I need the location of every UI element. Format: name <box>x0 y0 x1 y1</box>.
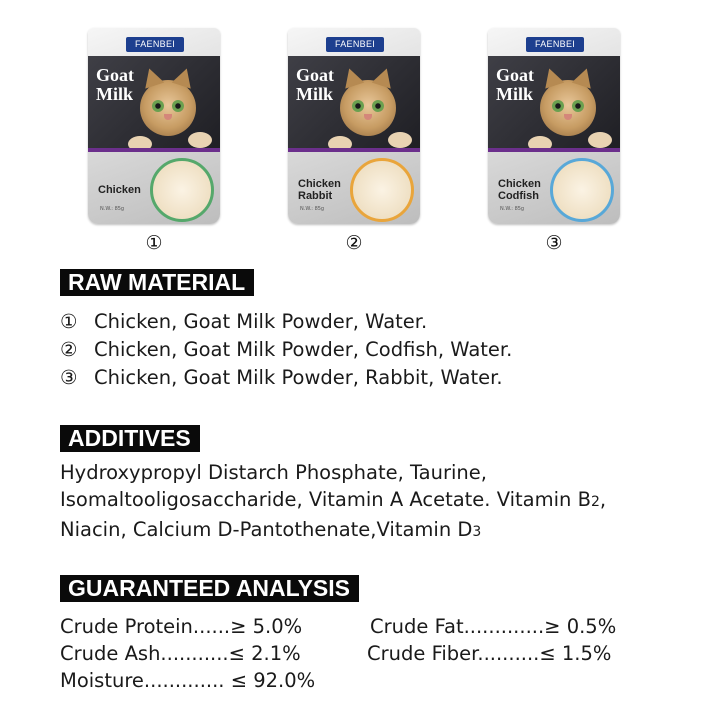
product-pouch <box>288 28 420 224</box>
brand-logo: FAENBEI <box>526 37 584 52</box>
raw-material-list <box>60 308 512 392</box>
item-number: ③ <box>60 366 78 389</box>
analysis-value: Moisture............. ≤ 92.0% <box>60 669 316 692</box>
additives-line: Isomaltooligosaccharide, Vitamin A Acetate. Vitamin B2, <box>60 488 607 511</box>
product-name: Goat Milk <box>96 65 134 104</box>
product-number: ③ <box>545 232 563 254</box>
additives-line: Hydroxypropyl Distarch Phosphate, Taurine, <box>60 461 487 484</box>
product-number: ① <box>145 232 163 254</box>
product-images <box>0 0 720 262</box>
flavor-label: Chicken <box>98 184 141 196</box>
analysis-value: Crude Protein......≥ 5.0% <box>60 615 303 638</box>
flavor-label: Chicken Codfish <box>498 178 541 202</box>
net-weight: N.W.: 85g <box>500 206 525 212</box>
list-item <box>60 336 512 364</box>
analysis-value: Crude Fiber..........≤ 1.5% <box>367 642 612 665</box>
analysis-value: Crude Fat.............≥ 0.5% <box>370 615 617 638</box>
additives-line: Niacin, Calcium D-Pantothenate,Vitamin D3 <box>60 518 482 541</box>
additives-heading: ADDITIVES <box>60 425 200 452</box>
food-bowl-image <box>150 158 214 222</box>
item-text: Chicken, Goat Milk Powder, Water. <box>94 310 428 333</box>
item-text: Chicken, Goat Milk Powder, Codfish, Water. <box>94 338 513 361</box>
product-name: Goat Milk <box>496 65 534 104</box>
product-name: Goat Milk <box>296 65 334 104</box>
food-bowl-image <box>550 158 614 222</box>
additives-text <box>60 459 710 546</box>
product-2 <box>288 28 420 254</box>
flavor-label: Chicken Rabbit <box>298 178 341 202</box>
cat-illustration <box>140 80 196 136</box>
net-weight: N.W.: 85g <box>300 206 325 212</box>
net-weight: N.W.: 85g <box>100 206 125 212</box>
product-3 <box>488 28 620 254</box>
food-bowl-image <box>350 158 414 222</box>
item-number: ① <box>60 310 78 333</box>
product-number: ② <box>345 232 363 254</box>
analysis-value: Crude Ash...........≤ 2.1% <box>60 642 301 665</box>
cat-illustration <box>540 80 596 136</box>
cat-illustration <box>340 80 396 136</box>
item-number: ② <box>60 338 78 361</box>
item-text: Chicken, Goat Milk Powder, Rabbit, Water. <box>94 366 503 389</box>
list-item <box>60 364 512 392</box>
brand-logo: FAENBEI <box>126 37 184 52</box>
product-pouch <box>488 28 620 224</box>
product-1 <box>88 28 220 254</box>
list-item <box>60 308 512 336</box>
brand-logo: FAENBEI <box>326 37 384 52</box>
raw-material-heading: RAW MATERIAL <box>60 269 254 296</box>
product-pouch <box>88 28 220 224</box>
guaranteed-analysis-heading: GUARANTEED ANALYSIS <box>60 575 359 602</box>
